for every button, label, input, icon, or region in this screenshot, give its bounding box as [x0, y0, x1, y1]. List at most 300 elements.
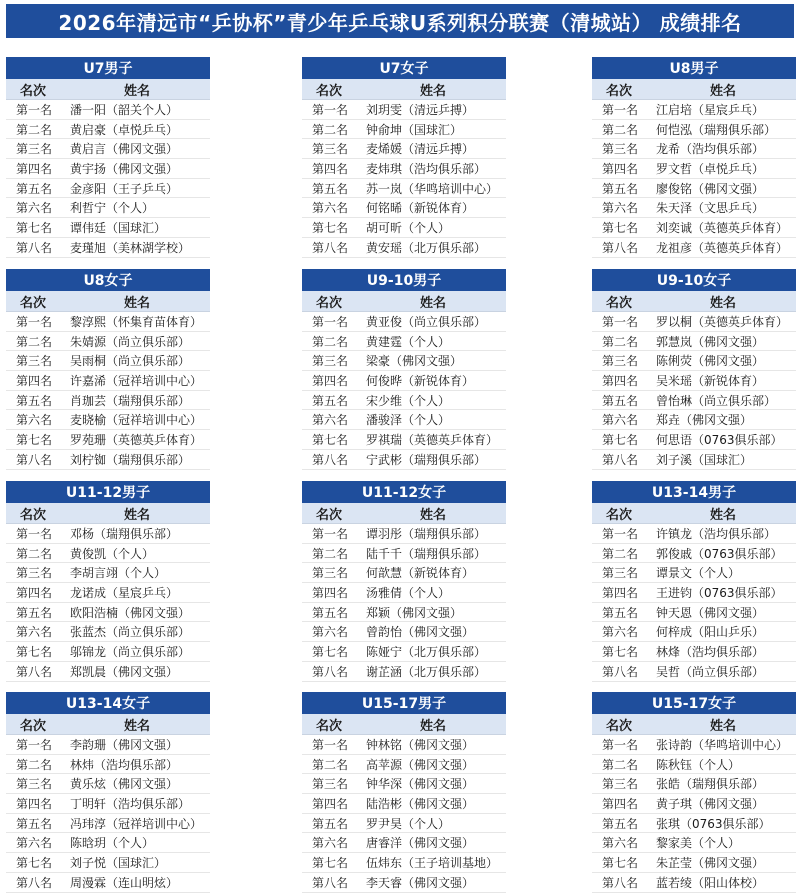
rank-cell: 第八名 [16, 875, 53, 890]
rank-cell: 第二名 [16, 334, 53, 349]
player-name-cell: 廖俊铭（佛冈文强） [656, 181, 765, 196]
rank-cell: 第二名 [16, 122, 53, 137]
table-row [6, 332, 210, 352]
player-name-cell: 周漫霖（连山明炫） [70, 875, 179, 890]
player-name-cell: 蓝若绫（阳山体校） [656, 875, 765, 890]
rank-cell: 第四名 [16, 161, 53, 176]
player-name-cell: 何铭晞（新锐体育） [366, 201, 475, 216]
rank-cell: 第五名 [312, 393, 349, 408]
player-name-cell: 罗苑珊（英德英乒体育） [70, 432, 203, 447]
rank-cell: 第一名 [16, 102, 53, 117]
rank-cell: 第一名 [312, 737, 349, 752]
panel-title: U8男子 [592, 57, 796, 79]
rank-cell: 第三名 [602, 566, 639, 581]
ranking-panel [302, 481, 506, 682]
rank-cell: 第八名 [602, 240, 639, 255]
table-row [302, 755, 506, 775]
player-name-cell: 罗祺瑞（英德英乒体育） [366, 432, 499, 447]
table-row [592, 603, 796, 623]
rank-cell: 第三名 [16, 566, 53, 581]
player-name-cell: 林炜（浩均俱乐部） [70, 757, 179, 772]
table-row [592, 524, 796, 544]
table-row [302, 603, 506, 623]
rank-column-header: 名次 [316, 295, 343, 311]
player-name-cell: 罗尹昊（个人） [366, 816, 451, 831]
ranking-panel [6, 57, 210, 258]
ranking-panel [6, 269, 210, 470]
player-name-cell: 李韵珊（佛冈文强） [70, 737, 179, 752]
player-name-cell: 朱婧源（尚立俱乐部） [70, 334, 191, 349]
panel-title: U7女子 [302, 57, 506, 79]
player-name-cell: 龙希（浩均俱乐部） [656, 142, 765, 157]
rank-cell: 第四名 [312, 585, 349, 600]
rank-cell: 第七名 [16, 644, 53, 659]
table-row [592, 583, 796, 603]
table-row [6, 524, 210, 544]
rank-column-header: 名次 [316, 507, 343, 523]
rank-cell: 第二名 [16, 757, 53, 772]
table-row [592, 120, 796, 140]
table-row [592, 179, 796, 199]
table-row [6, 450, 210, 470]
rank-cell: 第六名 [602, 625, 639, 640]
player-name-cell: 刘子悦（国球汇） [70, 855, 167, 870]
rank-cell: 第七名 [602, 432, 639, 447]
table-row [6, 139, 210, 159]
panel-title: U13-14男子 [592, 481, 796, 503]
rank-cell: 第五名 [602, 181, 639, 196]
rank-cell: 第三名 [312, 354, 349, 369]
table-row [592, 218, 796, 238]
rank-cell: 第六名 [312, 201, 349, 216]
table-row [302, 814, 506, 834]
player-name-cell: 吴哲（尚立俱乐部） [656, 664, 765, 679]
table-row [592, 159, 796, 179]
player-name-cell: 李天睿（佛冈文强） [366, 875, 475, 890]
player-name-cell: 冯玮淳（冠祥培训中心） [70, 816, 203, 831]
player-name-cell: 张诗韵（华鸣培训中心） [656, 737, 789, 752]
rank-cell: 第二名 [312, 757, 349, 772]
player-name-cell: 何恺泓（瑞翔俱乐部） [656, 122, 777, 137]
player-name-cell: 麦晓榆（冠祥培训中心） [70, 413, 203, 428]
name-column-header: 姓名 [123, 718, 150, 734]
column-header-row [592, 291, 796, 312]
table-row [6, 642, 210, 662]
table-row [6, 873, 210, 893]
player-name-cell: 林烽（浩均俱乐部） [656, 644, 765, 659]
rank-cell: 第四名 [602, 796, 639, 811]
rank-cell: 第四名 [602, 585, 639, 600]
ranking-panel [302, 269, 506, 470]
player-name-cell: 谢芷涵（北万俱乐部） [366, 664, 487, 679]
rank-cell: 第一名 [602, 102, 639, 117]
column-header-row [302, 79, 506, 100]
rank-cell: 第三名 [312, 566, 349, 581]
table-row [592, 410, 796, 430]
name-column-header: 姓名 [709, 718, 736, 734]
panel-title: U8女子 [6, 269, 210, 291]
table-row [6, 563, 210, 583]
player-name-cell: 郭慧岚（佛冈文强） [656, 334, 765, 349]
table-row [6, 198, 210, 218]
table-row [6, 120, 210, 140]
ranking-panel [6, 692, 210, 893]
player-name-cell: 麦瑾旭（美林湖学校） [70, 240, 191, 255]
rank-cell: 第二名 [602, 757, 639, 772]
player-name-cell: 吴米瑶（新锐体育） [656, 373, 765, 388]
player-name-cell: 钟林铭（佛冈文强） [366, 737, 475, 752]
table-row [6, 603, 210, 623]
table-row [6, 622, 210, 642]
player-name-cell: 张蓝杰（尚立俱乐部） [70, 625, 191, 640]
player-name-cell: 陈晗玥（个人） [70, 836, 155, 851]
rank-cell: 第七名 [312, 855, 349, 870]
table-row [592, 814, 796, 834]
rank-cell: 第一名 [312, 102, 349, 117]
player-name-cell: 金彦阳（王子乒乓） [70, 181, 179, 196]
table-row [302, 774, 506, 794]
column-header-row [592, 79, 796, 100]
player-name-cell: 刘奕诚（英德英乒体育） [656, 220, 789, 235]
rank-cell: 第六名 [16, 413, 53, 428]
column-header-row [592, 503, 796, 524]
table-row [6, 774, 210, 794]
table-row [302, 873, 506, 893]
column-header-row [592, 714, 796, 735]
player-name-cell: 邬锦龙（尚立俱乐部） [70, 644, 191, 659]
player-name-cell: 黄亚俊（尚立俱乐部） [366, 314, 487, 329]
ranking-panel [592, 692, 796, 893]
player-name-cell: 江启培（星宸乒乓） [656, 102, 765, 117]
rank-cell: 第二名 [16, 546, 53, 561]
player-name-cell: 陆千千（瑞翔俱乐部） [366, 546, 487, 561]
player-name-cell: 朱芷莹（佛冈文强） [656, 855, 765, 870]
rank-column-header: 名次 [20, 83, 47, 99]
table-row [592, 391, 796, 411]
panel-title: U13-14女子 [6, 692, 210, 714]
table-row [302, 238, 506, 258]
rank-cell: 第五名 [312, 605, 349, 620]
table-row [592, 430, 796, 450]
table-row [302, 622, 506, 642]
table-row [302, 410, 506, 430]
rank-cell: 第八名 [602, 875, 639, 890]
ranking-panel [592, 481, 796, 682]
table-row [6, 312, 210, 332]
player-name-cell: 何梓成（阳山乒乐） [656, 625, 765, 640]
table-row [592, 563, 796, 583]
name-column-header: 姓名 [419, 83, 446, 99]
table-row [302, 391, 506, 411]
player-name-cell: 谭羽彤（瑞翔俱乐部） [366, 526, 487, 541]
rank-cell: 第八名 [312, 875, 349, 890]
player-name-cell: 郭俊戚（0763俱乐部） [656, 546, 783, 561]
player-name-cell: 何歆慧（新锐体育） [366, 566, 475, 581]
table-row [302, 430, 506, 450]
table-row [6, 391, 210, 411]
rank-cell: 第七名 [602, 644, 639, 659]
player-name-cell: 黄宇扬（佛冈文强） [70, 161, 179, 176]
rank-cell: 第五名 [16, 605, 53, 620]
rank-column-header: 名次 [606, 83, 633, 99]
player-name-cell: 张皓（瑞翔俱乐部） [656, 777, 765, 792]
name-column-header: 姓名 [123, 83, 150, 99]
player-name-cell: 汤雅倩（个人） [366, 585, 451, 600]
column-header-row [302, 714, 506, 735]
rank-cell: 第二名 [312, 334, 349, 349]
table-row [302, 371, 506, 391]
player-name-cell: 麦烯媛（清远乒搏） [366, 142, 475, 157]
table-row [592, 735, 796, 755]
rank-cell: 第六名 [16, 836, 53, 851]
rank-cell: 第二名 [602, 546, 639, 561]
rank-cell: 第三名 [602, 142, 639, 157]
rank-cell: 第四名 [312, 373, 349, 388]
name-column-header: 姓名 [123, 295, 150, 311]
rank-cell: 第二名 [602, 122, 639, 137]
player-name-cell: 罗以桐（英德英乒体育） [656, 314, 789, 329]
rank-cell: 第七名 [602, 220, 639, 235]
rank-cell: 第八名 [312, 664, 349, 679]
rank-cell: 第六名 [312, 413, 349, 428]
rank-cell: 第七名 [16, 220, 53, 235]
table-row [592, 853, 796, 873]
rank-column-header: 名次 [606, 295, 633, 311]
rank-cell: 第三名 [602, 354, 639, 369]
table-row [302, 450, 506, 470]
table-row [592, 755, 796, 775]
table-row [302, 351, 506, 371]
player-name-cell: 钟华深（佛冈文强） [366, 777, 475, 792]
table-row [6, 100, 210, 120]
rank-cell: 第七名 [16, 432, 53, 447]
rank-cell: 第八名 [602, 664, 639, 679]
rank-cell: 第二名 [312, 546, 349, 561]
rank-cell: 第五名 [312, 181, 349, 196]
table-row [302, 198, 506, 218]
table-row [302, 120, 506, 140]
table-row [302, 332, 506, 352]
rank-cell: 第一名 [16, 737, 53, 752]
table-row [592, 139, 796, 159]
rank-cell: 第六名 [602, 836, 639, 851]
player-name-cell: 肖珈芸（瑞翔俱乐部） [70, 393, 191, 408]
ranking-panel [6, 481, 210, 682]
rank-cell: 第八名 [602, 452, 639, 467]
rank-cell: 第一名 [312, 526, 349, 541]
rank-cell: 第六名 [602, 201, 639, 216]
table-row [592, 662, 796, 682]
table-row [302, 218, 506, 238]
table-row [6, 814, 210, 834]
player-name-cell: 黄启豪（卓悦乒乓） [70, 122, 179, 137]
player-name-cell: 潘一阳（韶关个人） [70, 102, 179, 117]
name-column-header: 姓名 [709, 83, 736, 99]
player-name-cell: 邓杨（瑞翔俱乐部） [70, 526, 179, 541]
table-row [592, 622, 796, 642]
column-header-row [6, 714, 210, 735]
table-row [6, 430, 210, 450]
panel-title: U9-10男子 [302, 269, 506, 291]
table-row [6, 410, 210, 430]
table-row [592, 312, 796, 332]
rank-cell: 第三名 [312, 777, 349, 792]
table-row [592, 774, 796, 794]
player-name-cell: 黄安瑶（北万俱乐部） [366, 240, 487, 255]
name-column-header: 姓名 [709, 295, 736, 311]
rank-cell: 第一名 [16, 314, 53, 329]
rank-cell: 第四名 [312, 796, 349, 811]
table-row [6, 662, 210, 682]
player-name-cell: 龙诺成（星宸乒乓） [70, 585, 179, 600]
rank-cell: 第二名 [312, 122, 349, 137]
table-row [592, 873, 796, 893]
rank-cell: 第一名 [16, 526, 53, 541]
table-row [6, 218, 210, 238]
player-name-cell: 曾怡琳（尚立俱乐部） [656, 393, 777, 408]
player-name-cell: 黄俊凯（个人） [70, 546, 155, 561]
rank-cell: 第四名 [602, 161, 639, 176]
table-row [302, 794, 506, 814]
player-name-cell: 郑凯晨（佛冈文强） [70, 664, 179, 679]
table-row [592, 198, 796, 218]
table-row [6, 735, 210, 755]
rank-column-header: 名次 [20, 718, 47, 734]
rank-cell: 第四名 [16, 585, 53, 600]
table-row [302, 312, 506, 332]
rank-cell: 第四名 [602, 373, 639, 388]
player-name-cell: 丁明轩（浩均俱乐部） [70, 796, 191, 811]
rank-cell: 第一名 [602, 526, 639, 541]
table-row [592, 371, 796, 391]
table-row [302, 139, 506, 159]
player-name-cell: 何俊晔（新锐体育） [366, 373, 475, 388]
player-name-cell: 吴雨桐（尚立俱乐部） [70, 354, 191, 369]
player-name-cell: 许嘉浠（冠祥培训中心） [70, 373, 203, 388]
table-row [302, 662, 506, 682]
column-header-row [302, 291, 506, 312]
ranking-panel [302, 692, 506, 893]
player-name-cell: 宁武彬（瑞翔俱乐部） [366, 452, 487, 467]
rank-cell: 第四名 [16, 796, 53, 811]
table-row [302, 179, 506, 199]
table-row [592, 833, 796, 853]
rank-cell: 第五名 [16, 181, 53, 196]
player-name-cell: 陈娅宁（北万俱乐部） [366, 644, 487, 659]
rank-cell: 第六名 [312, 836, 349, 851]
rank-cell: 第一名 [602, 314, 639, 329]
rank-cell: 第六名 [602, 413, 639, 428]
table-row [6, 238, 210, 258]
column-header-row [6, 79, 210, 100]
rank-column-header: 名次 [316, 83, 343, 99]
table-row [302, 642, 506, 662]
player-name-cell: 曾韵怡（佛冈文强） [366, 625, 475, 640]
name-column-header: 姓名 [709, 507, 736, 523]
player-name-cell: 陆浩彬（佛冈文强） [366, 796, 475, 811]
table-row [6, 583, 210, 603]
rank-cell: 第七名 [16, 855, 53, 870]
ranking-panel [302, 57, 506, 258]
rank-cell: 第八名 [16, 452, 53, 467]
rank-cell: 第七名 [312, 220, 349, 235]
table-row [302, 100, 506, 120]
panel-title: U9-10女子 [592, 269, 796, 291]
name-column-header: 姓名 [419, 718, 446, 734]
table-row [592, 642, 796, 662]
table-row [6, 853, 210, 873]
table-row [6, 544, 210, 564]
player-name-cell: 高苹源（佛冈文强） [366, 757, 475, 772]
panel-title: U15-17女子 [592, 692, 796, 714]
table-row [592, 794, 796, 814]
rank-cell: 第四名 [312, 161, 349, 176]
table-row [302, 159, 506, 179]
panel-title: U11-12女子 [302, 481, 506, 503]
table-row [302, 833, 506, 853]
table-row [6, 371, 210, 391]
table-row [592, 100, 796, 120]
name-column-header: 姓名 [419, 507, 446, 523]
name-column-header: 姓名 [123, 507, 150, 523]
player-name-cell: 黄建霆（个人） [366, 334, 451, 349]
rank-cell: 第五名 [602, 605, 639, 620]
player-name-cell: 麦炜琪（浩均俱乐部） [366, 161, 487, 176]
ranking-panel [592, 269, 796, 470]
panel-title: U15-17男子 [302, 692, 506, 714]
table-row [592, 238, 796, 258]
table-row [592, 544, 796, 564]
player-name-cell: 朱天泽（文思乒乓） [656, 201, 765, 216]
player-name-cell: 潘骏泽（个人） [366, 413, 451, 428]
player-name-cell: 梁豪（佛冈文强） [366, 354, 463, 369]
table-row [6, 794, 210, 814]
rank-cell: 第六名 [16, 625, 53, 640]
table-row [592, 450, 796, 470]
table-row [302, 524, 506, 544]
player-name-cell: 刘玥雯（清远乒搏） [366, 102, 475, 117]
rank-cell: 第八名 [312, 452, 349, 467]
rank-cell: 第八名 [16, 240, 53, 255]
player-name-cell: 欧阳浩楠（佛冈文强） [70, 605, 191, 620]
table-row [6, 179, 210, 199]
rank-cell: 第五名 [16, 393, 53, 408]
table-row [592, 332, 796, 352]
panel-title: U11-12男子 [6, 481, 210, 503]
rank-cell: 第五名 [602, 393, 639, 408]
table-row [302, 735, 506, 755]
table-row [592, 351, 796, 371]
player-name-cell: 刘子溪（国球汇） [656, 452, 753, 467]
rank-column-header: 名次 [606, 718, 633, 734]
rank-cell: 第六名 [312, 625, 349, 640]
rank-column-header: 名次 [20, 295, 47, 311]
player-name-cell: 郑颖（佛冈文强） [366, 605, 463, 620]
player-name-cell: 许镇龙（浩均俱乐部） [656, 526, 777, 541]
player-name-cell: 钟天恩（佛冈文强） [656, 605, 765, 620]
name-column-header: 姓名 [419, 295, 446, 311]
player-name-cell: 黄乐炫（佛冈文强） [70, 777, 179, 792]
player-name-cell: 张琪（0763俱乐部） [656, 816, 771, 831]
table-row [302, 853, 506, 873]
rank-cell: 第三名 [16, 777, 53, 792]
rank-cell: 第一名 [312, 314, 349, 329]
rank-cell: 第七名 [312, 644, 349, 659]
rank-cell: 第三名 [16, 354, 53, 369]
column-header-row [6, 503, 210, 524]
table-row [302, 563, 506, 583]
player-name-cell: 黎淳熙（怀集育苗体育） [70, 314, 203, 329]
